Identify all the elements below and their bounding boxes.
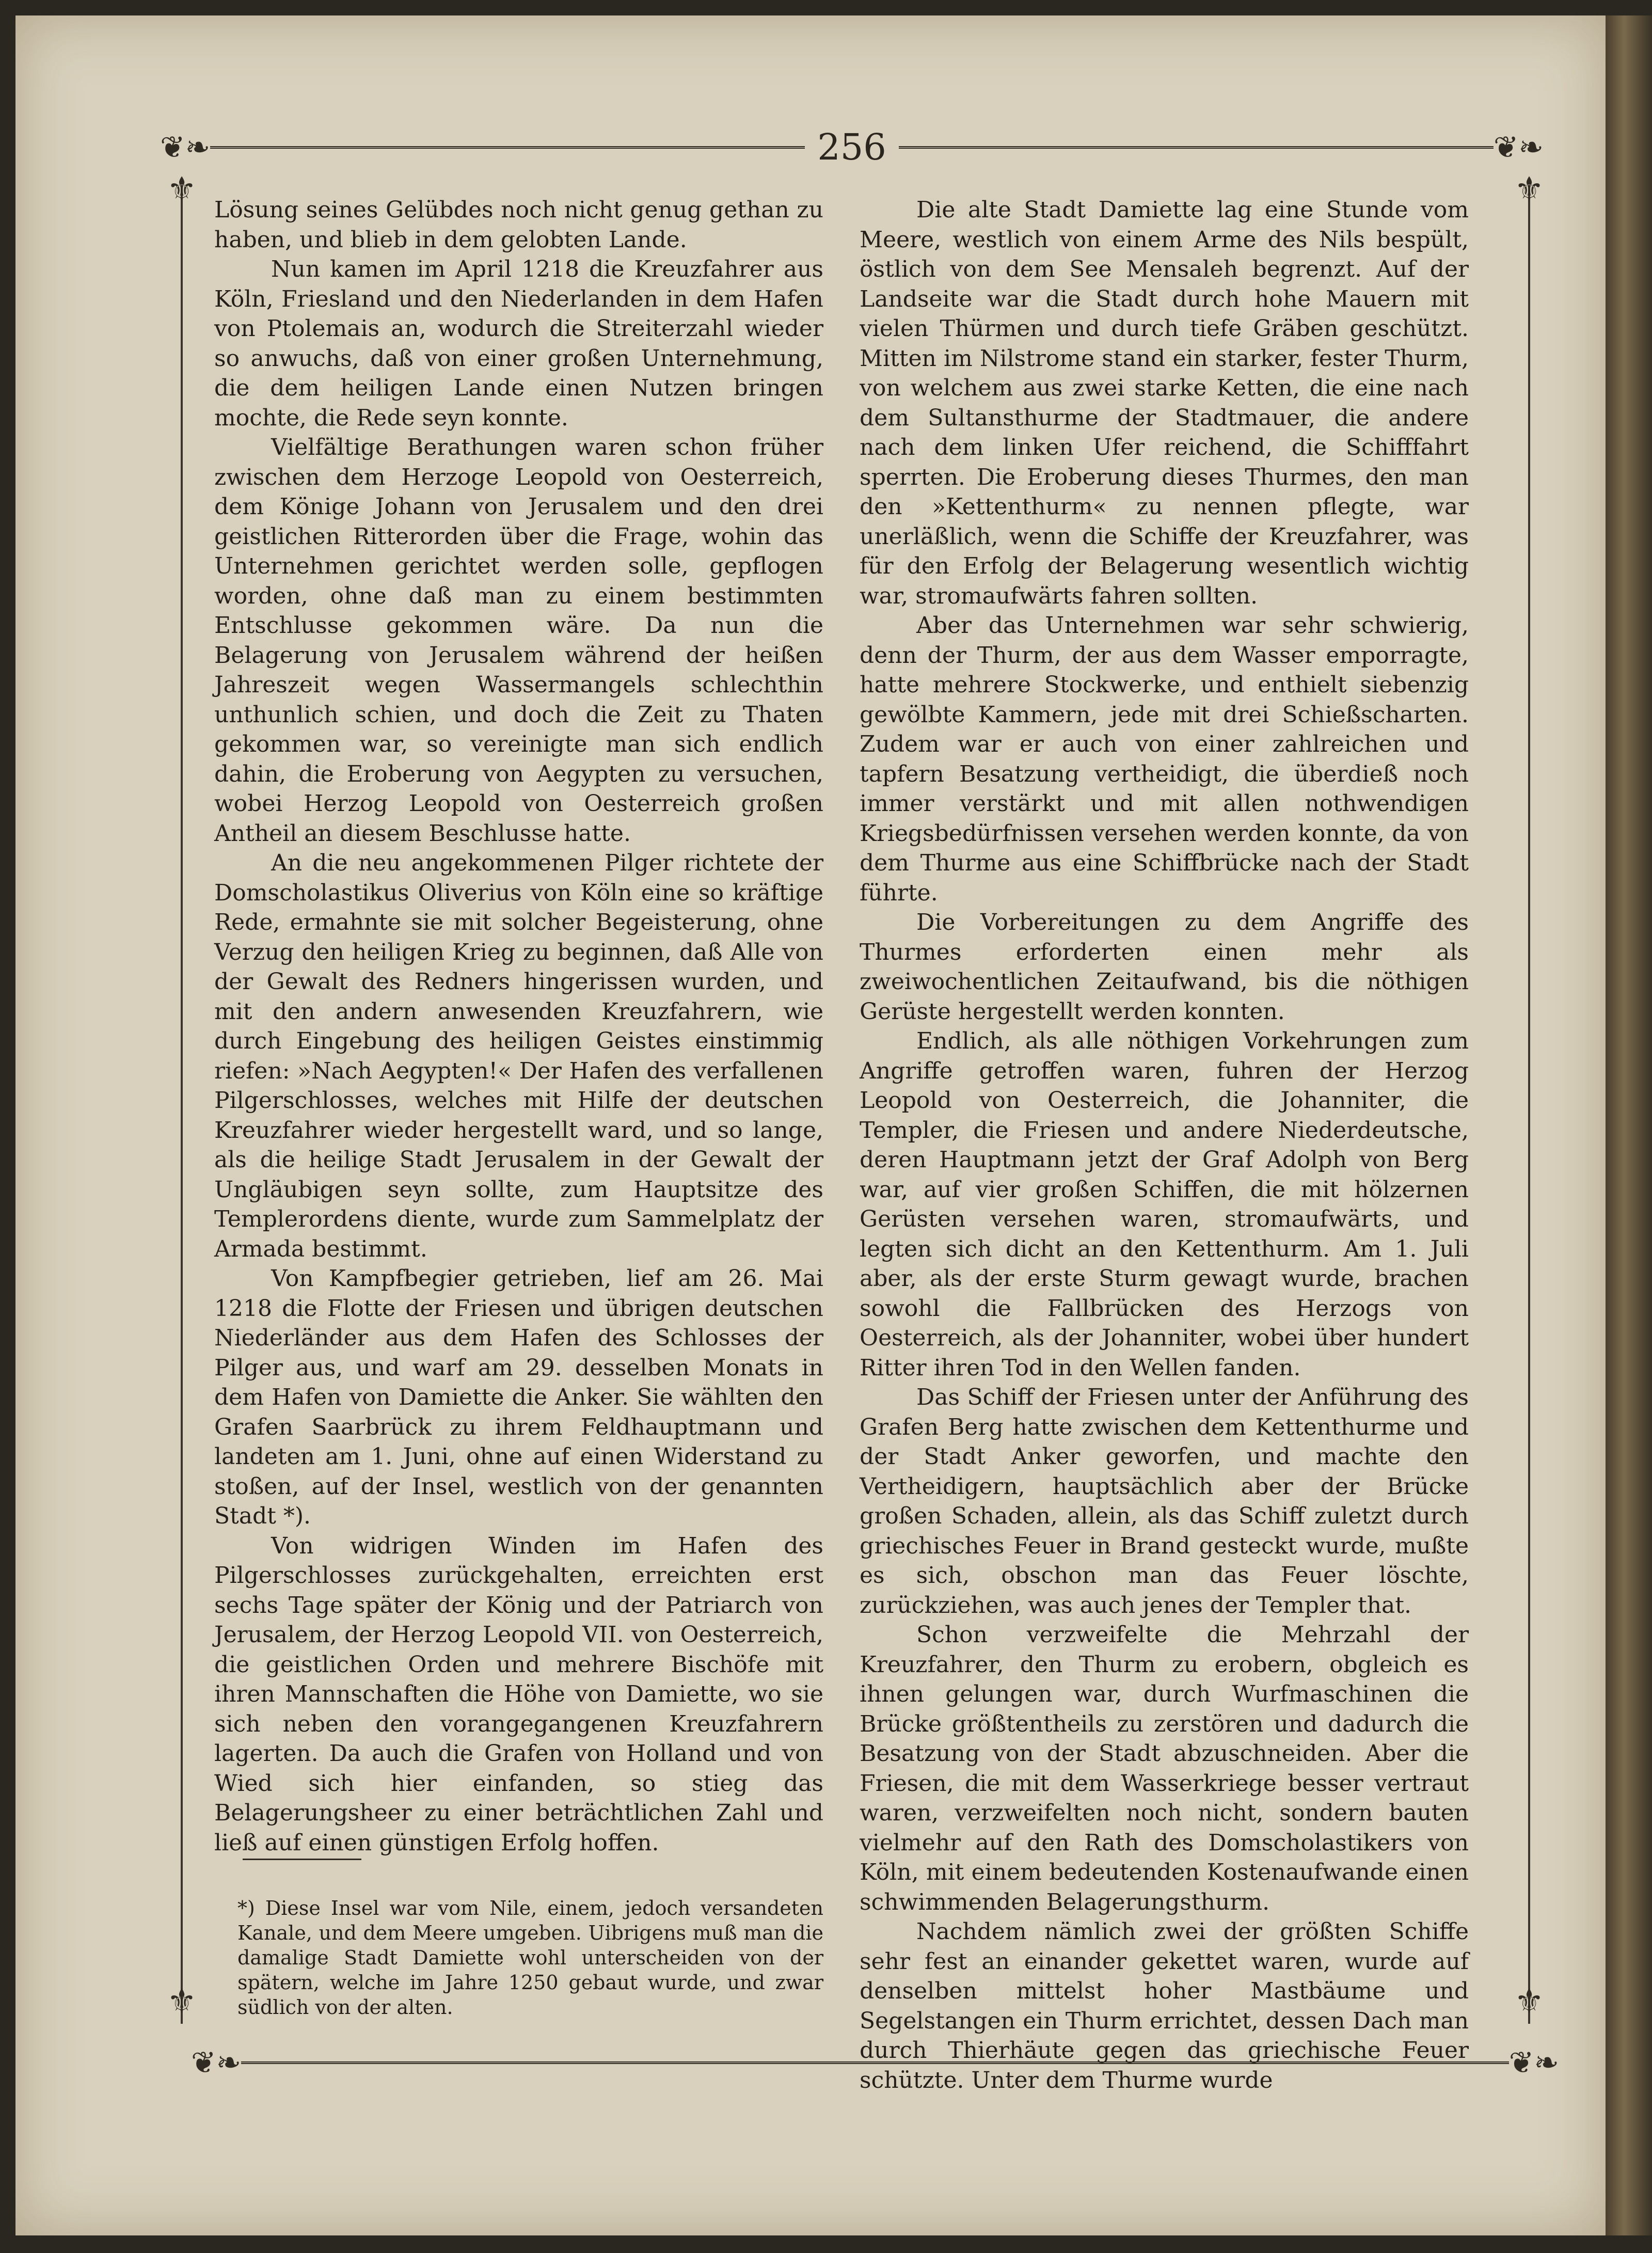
right-paragraph: Aber das Unternehmen war sehr schwierig, denn der Thurm, der aus dem Wasser emporragte, hatte mehrere Stockwerke, und enthielt siebenzig gewölbte Kammern, jede mit drei Schießscharten. Zudem war er auch von einer zahlreichen und tapfern Besatzung vertheidigt, die überdieß noch immer verstärkt und mit allen nothwendigen Kriegsbedürfnissen versehen werden konnte, da von dem Thurme aus eine Schiffbrücke nach der Stadt führte. xyxy=(860,612,1469,906)
left-paragraph: Von widrigen Winden im Hafen des Pilgerschlosses zurückgehalten, erreichten erst sechs Tage später der König und der Patriarch von Jerusalem, der Herzog Leopold VII. von Oesterreich, die geistlichen Orden und mehrere Bischöfe mit ihren Mannschaften die Höhe von Damiette, wo sie sich neben den vorangegangenen Kreuzfahrern lagerten. Da auch die Grafen von Holland und von Wied sich hier einfanden, so stieg das Belagerungsheer zu einer beträchtlichen Zahl und ließ auf einen günstigen Erfolg hoffen. xyxy=(214,1532,823,1856)
left-paragraph: An die neu angekommenen Pilger richtete der Domscholastikus Oliverius von Köln eine so kräftige Rede, ermahnte sie mit solcher Begeisterung, ohne Verzug den heiligen Krieg zu beginnen, daß Alle von der Gewalt des Redners hingerissen wurden, und mit den andern anwesenden Kreuzfahrern, wie durch Eingebung des heiligen Geistes einstimmig riefen: »Nach Aegypten!« Der Hafen des verfallenen Pilgerschlosses, welches mit Hilfe der deutschen Kreuzfahrer wieder hergestellt ward, und so lange, als die heilige Stadt Jerusalem in der Gewalt der Ungläubigen seyn sollte, zum Hauptsitze des Templerordens diente, wurde zum Sammelplatz der Armada bestimmt. xyxy=(214,850,823,1262)
left-border-rule xyxy=(181,186,183,2024)
book-binding-edge xyxy=(1606,15,1652,2235)
right-border-rule xyxy=(1528,186,1530,2024)
header-ornament xyxy=(160,126,1544,168)
right-paragraph: Die Vorbereitungen zu dem Angriffe des Thurmes erforderten einen mehr als zweiwochentlichen Zeitaufwand, bis die nöthigen Gerüste hergestellt werden konnten. xyxy=(860,909,1469,1025)
header-flourish-left-icon: ❦❧ xyxy=(160,130,211,165)
right-top-flourish-icon: ⚜ xyxy=(1514,170,1544,209)
right-paragraph: Das Schiff der Friesen unter der Anführung des Grafen Berg hatte zwischen dem Kettenthurme und der Stadt Anker geworfen, und machte den Vertheidigern, hauptsächlich aber der Brücke großen Schaden, allein, als das Schiff zuletzt durch griechisches Feuer in Brand gesteckt wurde, mußte es sich, obschon man das Feuer löschte, zurückziehen, was auch jenes der Templer that. xyxy=(860,1384,1469,1619)
footer-rule xyxy=(241,2061,1509,2064)
right-paragraph: Nachdem nämlich zwei der größten Schiffe sehr fest an einander gekettet waren, wurde auf denselben mittelst hoher Mastbäume und Segelstangen ein Thurm errichtet, dessen Dach man durch Thierhäute gegen das griechische Feuer schützte. Unter dem Thurme wurde xyxy=(860,1918,1469,2093)
right-paragraph: Die alte Stadt Damiette lag eine Stunde vom Meere, westlich von einem Arme des Nils bespült, östlich von dem See Mensaleh begrenzt. Auf der Landseite war die Stadt durch hohe Mauern mit vielen Thürmen und durch tiefe Gräben geschützt. Mitten im Nilstrome stand ein starker, fester Thurm, von welchem aus zwei starke Ketten, die eine nach dem Sultansthurme der Stadtmauer, die andere nach dem linken Ufer reichend, die Schifffahrt sperrten. Die Eroberung dieses Thurmes, den man den »Kettenthurm« zu nennen pflegte, war unerläßlich, wenn die Schiffe der Kreuzfahrer, was für den Erfolg der Belagerung wesentlich wichtig war, stromaufwärts fahren sollten. xyxy=(860,197,1469,609)
left-paragraph: Von Kampfbegier getrieben, lief am 26. Mai 1218 die Flotte der Friesen und übrigen deutschen Niederländer aus dem Hafen des Schlosses der Pilger aus, und warf am 29. desselben Monats in dem Hafen von Damiette die Anker. Sie wählten den Grafen Saarbrück zu ihrem Feldhauptmann und landeten am 1. Juni, ohne auf einen Widerstand zu stoßen, auf der Insel, westlich von der genannten Stadt *). xyxy=(214,1265,823,1529)
footer-flourish-right-icon: ❦❧ xyxy=(1508,2045,1559,2080)
header-rule-left xyxy=(210,146,805,149)
left-bottom-flourish-icon: ⚜ xyxy=(167,1982,197,2021)
page-number: 256 xyxy=(817,126,886,168)
right-paragraph: Endlich, als alle nöthigen Vorkehrungen zum Angriffe getroffen waren, fuhren der Herzog Leopold von Oesterreich, die Johanniter, die Templer, die Friesen und andere Niederdeutsche, deren Hauptmann jetzt der Graf Adolph von Berg war, auf vier großen Schiffen, die mit hölzernen Gerüsten versehen waren, stromaufwärts, und legten sich dicht an den Kettenthurm. Am 1. Juli aber, als der erste Sturm gewagt wurde, brachen sowohl die Fallbrücken des Herzogs von Oesterreich, als der Johanniter, wobei über hundert Ritter ihren Tod in den Wellen fanden. xyxy=(860,1028,1469,1381)
right-paragraph: Schon verzweifelte die Mehrzahl der Kreuzfahrer, den Thurm zu erobern, obgleich es ihnen gelungen war, durch Wurfmaschinen die Brücke größtentheils zu zerstören und dadurch die Besatzung von der Stadt abzuschneiden. Aber die Friesen, die mit dem Wasserkriege besser vertraut waren, verzweifelten noch nicht, sondern bauten vielmehr auf den Rath des Domscholastikers von Köln, mit einem bedeutenden Kostenaufwande einen schwimmenden Belagerungsthurm. xyxy=(860,1622,1469,1915)
right-bottom-flourish-icon: ⚜ xyxy=(1514,1982,1544,2021)
footer-flourish-left-icon: ❦❧ xyxy=(191,2045,242,2080)
footnote: *) Diese Insel war vom Nile, einem, jedoch versandeten Kanale, und dem Meere umgeben. Uibrigens muß man die damalige Stadt Damiette wohl unterscheiden von der spätern, welche im Jahre 1250 gebaut wurde, und zwar südlich von der alten. xyxy=(237,1897,823,2019)
footer-ornament xyxy=(191,2044,1559,2081)
left-paragraph: Vielfältige Berathungen waren schon früher zwischen dem Herzoge Leopold von Oesterreich, dem Könige Johann von Jerusalem und den drei geistlichen Ritterorden über die Frage, wohin das Unternehmen gerichtet werden solle, gepflogen worden, ohne daß man zu einem bestimmten Entschlusse gekommen wäre. Da nun die Belagerung von Jerusalem während der heißen Jahreszeit wegen Wassermangels schlechthin unthunlich schien, und doch die Zeit zu Thaten gekommen war, so vereinigte man sich endlich dahin, die Eroberung von Aegypten zu versuchen, wobei Herzog Leopold von Oesterreich großen Antheil an diesem Beschlusse hatte. xyxy=(214,434,823,847)
right-column xyxy=(860,195,1469,2095)
left-paragraph: Lösung seines Gelübdes noch nicht genug gethan zu haben, und blieb in dem gelobten Lande. xyxy=(214,197,823,253)
header-flourish-right-icon: ❦❧ xyxy=(1493,130,1544,165)
header-rule-right xyxy=(899,146,1494,149)
left-paragraph: Nun kamen im April 1218 die Kreuzfahrer aus Köln, Friesland und den Niederlanden in dem Hafen von Ptolemais an, wodurch die Streiterzahl wieder so anwuchs, daß von einer großen Unternehmung, die dem heiligen Lande einen Nutzen bringen mochte, die Rede seyn konnte. xyxy=(214,256,823,431)
left-column xyxy=(214,195,823,1858)
left-top-flourish-icon: ⚜ xyxy=(167,170,197,209)
footnote-rule xyxy=(243,1859,361,1860)
